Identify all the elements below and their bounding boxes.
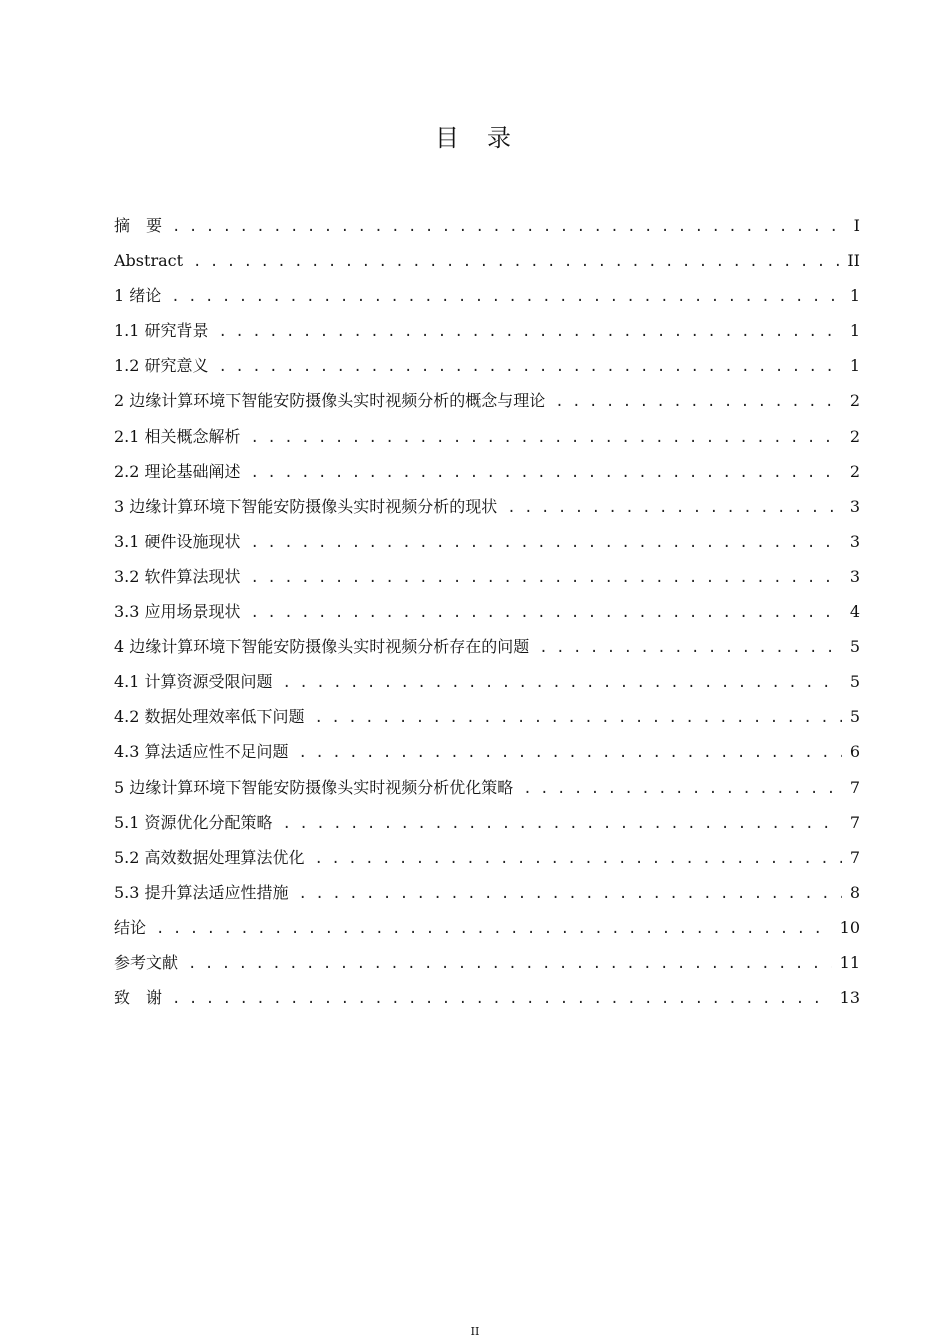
toc-entry[interactable]: [114, 524, 860, 559]
toc-entry[interactable]: [114, 770, 860, 805]
dot-leader: [251, 596, 842, 631]
toc-entry-label: 1 绪论: [114, 286, 162, 306]
toc-entry-page: 5: [849, 637, 860, 657]
dot-leader: [188, 947, 832, 982]
dot-leader: [156, 912, 832, 947]
dot-leader: [539, 631, 842, 666]
dot-leader: [193, 245, 839, 280]
toc-entry-label: 2.2 理论基础阐述: [114, 461, 241, 481]
toc-entry-page: 1: [849, 356, 860, 376]
toc-entry-label: 3 边缘计算环境下智能安防摄像头实时视频分析的现状: [114, 496, 498, 516]
toc-entry-page: 5: [849, 672, 860, 692]
toc-entry[interactable]: [114, 489, 860, 524]
toc-entry-label: 3.2 软件算法现状: [114, 566, 241, 586]
toc-entry-page: 5: [849, 707, 860, 727]
toc-entry-label: 1.1 研究背景: [114, 321, 209, 341]
toc-entry-page: 2: [849, 391, 860, 411]
toc-entry[interactable]: [114, 945, 860, 980]
dot-leader: [299, 877, 842, 912]
toc-entry[interactable]: [114, 840, 860, 875]
dot-leader: [172, 982, 832, 1017]
dot-leader: [172, 210, 844, 245]
toc-entry-page: 1: [849, 321, 860, 341]
toc-entry-label: 摘 要: [114, 216, 163, 235]
dot-leader: [171, 280, 842, 315]
toc-entry[interactable]: [114, 313, 860, 348]
dot-leader: [523, 772, 842, 807]
dot-leader: [299, 736, 842, 771]
toc-entry-page: 13: [839, 988, 860, 1008]
toc-entry[interactable]: [114, 910, 860, 945]
toc-entry-label: 4.1 计算资源受限问题: [114, 672, 273, 692]
toc-entry-label: 4 边缘计算环境下智能安防摄像头实时视频分析存在的问题: [114, 637, 530, 657]
toc-entry-page: 7: [849, 812, 860, 832]
title-char-1: 目: [435, 124, 463, 152]
dot-leader: [507, 491, 842, 526]
title-char-2: 录: [487, 124, 515, 152]
toc-entry-label: 5 边缘计算环境下智能安防摄像头实时视频分析优化策略: [114, 777, 514, 797]
toc-entry-page: II: [847, 251, 860, 271]
toc-entry-page: 7: [849, 777, 860, 797]
toc-entry-label: 3.3 应用场景现状: [114, 602, 241, 622]
toc-entry-label: 5.2 高效数据处理算法优化: [114, 847, 305, 867]
toc-entry-label: 参考文献: [114, 952, 179, 972]
dot-leader: [251, 526, 842, 561]
toc-entry[interactable]: [114, 348, 860, 383]
dot-leader: [251, 456, 842, 491]
toc-entry[interactable]: [114, 629, 860, 664]
toc-entry[interactable]: [114, 383, 860, 418]
toc-entry-page: 2: [849, 461, 860, 481]
page-title: [0, 122, 950, 154]
toc-entry-page: 4: [849, 602, 860, 622]
toc-entry[interactable]: [114, 805, 860, 840]
dot-leader: [283, 807, 842, 842]
dot-leader: [219, 350, 842, 385]
dot-leader: [251, 561, 842, 596]
toc-entry[interactable]: [114, 454, 860, 489]
dot-leader: [555, 385, 842, 420]
toc-entry-page: 7: [849, 847, 860, 867]
toc-entry-label: 3.1 硬件设施现状: [114, 531, 241, 551]
dot-leader: [283, 666, 842, 701]
toc-entry-label: 5.1 资源优化分配策略: [114, 812, 273, 832]
toc-entry-label: 5.3 提升算法适应性措施: [114, 882, 289, 902]
toc-entry-page: 8: [849, 882, 860, 902]
dot-leader: [315, 701, 842, 736]
toc-entry-label: 2 边缘计算环境下智能安防摄像头实时视频分析的概念与理论: [114, 391, 546, 411]
toc-entry[interactable]: [114, 278, 860, 313]
toc-entry-label: 1.2 研究意义: [114, 356, 209, 376]
toc-entry-label: 结论: [114, 917, 147, 937]
toc-entry-page: 10: [839, 917, 860, 937]
toc-entry[interactable]: [114, 243, 860, 278]
dot-leader: [315, 842, 842, 877]
toc-entry[interactable]: [114, 980, 860, 1015]
toc-entry[interactable]: [114, 734, 860, 769]
toc-entry-page: 1: [849, 286, 860, 306]
toc-entry[interactable]: [114, 559, 860, 594]
toc-entry-label: Abstract: [114, 251, 184, 271]
toc-entry[interactable]: [114, 594, 860, 629]
toc-entry-page: 3: [849, 531, 860, 551]
dot-leader: [219, 315, 842, 350]
toc-entry[interactable]: [114, 419, 860, 454]
toc-entry-page: 2: [849, 426, 860, 446]
toc-entry[interactable]: [114, 208, 860, 243]
toc-entry-page: 3: [849, 566, 860, 586]
toc-entry[interactable]: [114, 664, 860, 699]
toc-entry-page: I: [853, 216, 860, 235]
toc-entry-page: 6: [849, 742, 860, 762]
toc-entry-label: 4.3 算法适应性不足问题: [114, 742, 289, 762]
toc-entry-page: 11: [839, 952, 860, 972]
dot-leader: [251, 421, 842, 456]
toc-entry[interactable]: [114, 875, 860, 910]
toc-entry-page: 3: [849, 496, 860, 516]
toc-entry-label: 2.1 相关概念解析: [114, 426, 241, 446]
toc-entry[interactable]: [114, 699, 860, 734]
toc-entry-label: 致 谢: [114, 988, 163, 1008]
table-of-contents: [114, 208, 860, 1015]
toc-entry-label: 4.2 数据处理效率低下问题: [114, 707, 305, 727]
page-footer-number: II: [470, 1325, 480, 1338]
